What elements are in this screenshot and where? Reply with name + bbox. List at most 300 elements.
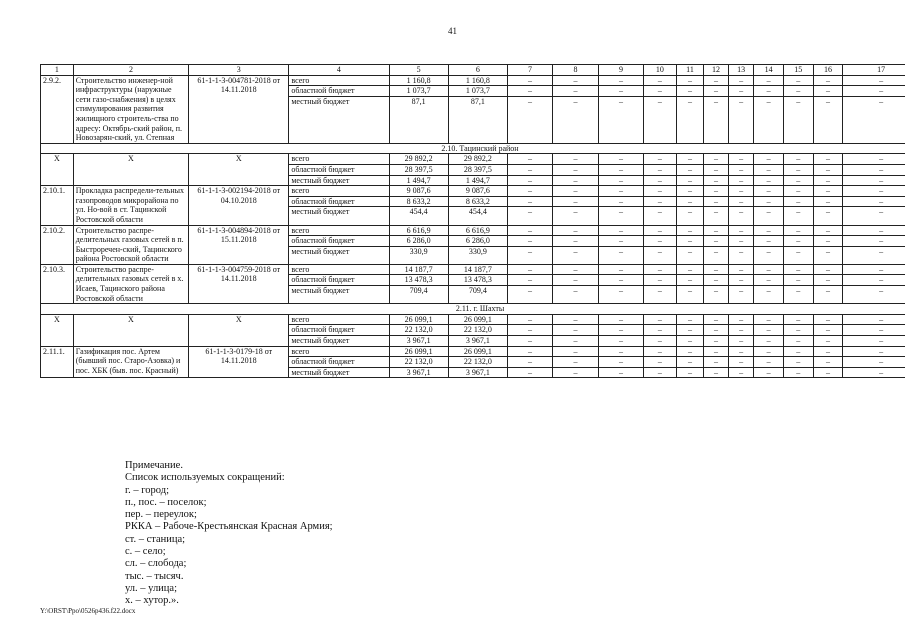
empty-value-cell — [643, 154, 676, 186]
dash: – — [784, 347, 813, 358]
dash: – — [825, 96, 830, 106]
dash: – — [687, 207, 692, 217]
empty-value-cell — [813, 186, 843, 225]
file-path: Y:\ORST\Ppo\0526p436.f22.docx — [40, 607, 136, 615]
value: 3 967,1 — [406, 336, 431, 346]
dash: – — [843, 154, 905, 165]
dash: – — [754, 86, 783, 97]
value: 29 892,2 — [390, 154, 448, 165]
dash-list — [679, 315, 702, 346]
table-row — [41, 264, 905, 303]
empty-value-cell — [643, 264, 676, 303]
table-row — [41, 75, 905, 143]
dash-list — [555, 265, 596, 296]
dash-list — [845, 315, 905, 346]
dash: – — [657, 336, 662, 346]
dash-list — [786, 226, 811, 257]
budget-type: местный бюджет — [291, 175, 350, 185]
empty-value-cell — [599, 264, 644, 303]
dash: – — [508, 226, 552, 237]
notes-block — [125, 460, 333, 608]
value-cell-v5 — [389, 346, 448, 378]
dash-list — [756, 186, 781, 217]
empty-value-cell — [508, 264, 553, 303]
budget-list — [291, 226, 386, 257]
dash: – — [553, 154, 598, 165]
empty-value-cell — [508, 186, 553, 225]
empty-value-cell — [783, 225, 813, 264]
registration-code: 61-1-1-3-004759-2018 от 14.11.2018 — [189, 264, 289, 303]
value: 6 286,0 — [449, 236, 507, 247]
dash: – — [729, 265, 754, 276]
dash-list — [555, 226, 596, 257]
dash: – — [879, 336, 884, 346]
dash: – — [528, 286, 533, 296]
value-cell-v5 — [389, 154, 448, 186]
value: 28 397,5 — [449, 165, 507, 176]
dash: – — [644, 236, 676, 247]
dash-list — [786, 347, 811, 378]
dash: – — [619, 246, 623, 256]
dash: – — [553, 275, 598, 286]
empty-value-cell — [676, 225, 704, 264]
dash-list — [510, 315, 550, 346]
value: 9 087,6 — [449, 186, 507, 197]
dash: – — [619, 175, 623, 185]
dash-list — [845, 186, 905, 217]
dash: – — [843, 315, 905, 326]
object-name: Прокладка распредели-тельных газопроводов микрорайона по ул. Но-вой в ст. Тацинской Ростовской области — [73, 186, 188, 225]
value: 14 187,7 — [390, 265, 448, 276]
budget-type: областной бюджет — [289, 236, 388, 247]
row-number: 2.10.3. — [41, 264, 74, 303]
dash-list — [706, 154, 726, 185]
dash: – — [657, 286, 662, 296]
value: 26 099,1 — [390, 315, 448, 326]
budget-type: местный бюджет — [291, 367, 350, 377]
empty-value-cell — [676, 154, 704, 186]
value: 330,9 — [468, 246, 487, 256]
dash: – — [766, 286, 771, 296]
empty-value-cell — [508, 154, 553, 186]
dash: – — [657, 367, 662, 377]
page-number: 41 — [448, 26, 457, 36]
value-list — [451, 76, 505, 107]
budget-type: всего — [289, 265, 388, 276]
empty-value-cell — [843, 75, 905, 143]
empty-value-cell — [813, 225, 843, 264]
empty-value-cell — [754, 75, 784, 143]
dash-list — [510, 76, 550, 107]
empty-value-cell — [728, 314, 754, 346]
dash: – — [825, 367, 830, 377]
dash-list — [731, 265, 752, 296]
value: 454,4 — [409, 207, 428, 217]
dash: – — [644, 265, 676, 276]
dash: – — [714, 367, 719, 377]
dash: – — [553, 325, 598, 336]
dash: – — [573, 175, 578, 185]
dash: – — [714, 246, 719, 256]
dash: – — [814, 165, 843, 176]
empty-value-cell — [783, 264, 813, 303]
dash: – — [784, 265, 813, 276]
section-title: 2.10. Тацинский район — [41, 143, 905, 154]
dash: – — [754, 265, 783, 276]
dash-list — [786, 315, 811, 346]
dash-list — [601, 315, 641, 346]
dash-list — [786, 76, 811, 107]
dash-list — [845, 154, 905, 185]
dash: – — [657, 207, 662, 217]
dash: – — [599, 197, 643, 208]
budget-list — [291, 265, 386, 296]
table-row — [41, 225, 905, 264]
empty-value-cell — [599, 154, 644, 186]
value-cell-v5 — [389, 264, 448, 303]
dash: – — [677, 197, 704, 208]
dash: – — [553, 315, 598, 326]
dash: – — [573, 246, 578, 256]
dash-list — [646, 265, 674, 296]
empty-value-cell — [704, 314, 729, 346]
budget-type: областной бюджет — [289, 86, 388, 97]
dash-list — [646, 154, 674, 185]
dash: – — [766, 96, 771, 106]
dash: – — [508, 165, 552, 176]
dash: – — [528, 246, 533, 256]
empty-value-cell — [813, 154, 843, 186]
dash-list — [510, 186, 550, 217]
budget-list — [291, 347, 386, 378]
dash: – — [814, 154, 843, 165]
row-number: X — [41, 154, 74, 186]
empty-value-cell — [676, 346, 704, 378]
header-cell: 13 — [728, 65, 754, 76]
dash-list — [601, 347, 641, 378]
dash: – — [825, 336, 830, 346]
empty-value-cell — [813, 75, 843, 143]
dash: – — [553, 226, 598, 237]
value: 13 478,3 — [449, 275, 507, 286]
empty-value-cell — [843, 225, 905, 264]
dash: – — [739, 207, 744, 217]
dash: – — [704, 236, 728, 247]
dash-list — [646, 347, 674, 378]
value: 1 494,7 — [406, 175, 431, 185]
dash: – — [754, 347, 783, 358]
dash-list — [816, 76, 841, 107]
value: 1 160,8 — [390, 76, 448, 87]
empty-value-cell — [676, 75, 704, 143]
dash: – — [528, 336, 533, 346]
row-number: 2.11.1. — [41, 346, 74, 378]
value: 6 616,9 — [449, 226, 507, 237]
dash: – — [729, 325, 754, 336]
dash: – — [508, 86, 552, 97]
dash-list — [679, 347, 702, 378]
dash: – — [729, 357, 754, 368]
dash: – — [784, 86, 813, 97]
empty-value-cell — [754, 225, 784, 264]
value: 14 187,7 — [449, 265, 507, 276]
empty-value-cell — [676, 264, 704, 303]
dash: – — [704, 86, 728, 97]
dash-list — [510, 347, 550, 378]
dash: – — [644, 165, 676, 176]
budget-type: местный бюджет — [291, 286, 350, 296]
value: 709,4 — [468, 286, 487, 296]
dash: – — [754, 186, 783, 197]
dash-list — [679, 186, 702, 217]
empty-value-cell — [508, 346, 553, 378]
value-list — [451, 186, 505, 217]
empty-value-cell — [728, 154, 754, 186]
dash-list — [816, 347, 841, 378]
dash: – — [677, 154, 704, 165]
value: 29 892,2 — [449, 154, 507, 165]
dash: – — [644, 226, 676, 237]
empty-value-cell — [813, 264, 843, 303]
header-cell: 4 — [289, 65, 389, 76]
empty-value-cell — [643, 225, 676, 264]
dash: – — [619, 336, 623, 346]
dash: – — [714, 207, 719, 217]
dash: – — [644, 315, 676, 326]
dash-list — [845, 226, 905, 257]
dash: – — [843, 226, 905, 237]
dash-list — [510, 154, 550, 185]
dash: – — [814, 265, 843, 276]
value-list — [392, 265, 446, 296]
dash: – — [644, 154, 676, 165]
dash: – — [729, 236, 754, 247]
empty-value-cell — [754, 154, 784, 186]
empty-value-cell — [728, 186, 754, 225]
value: 6 616,9 — [390, 226, 448, 237]
dash: – — [729, 197, 754, 208]
registration-code: 61-1-1-3-0179-18 от 14.11.2018 — [189, 346, 289, 378]
dash: – — [677, 275, 704, 286]
dash: – — [879, 367, 884, 377]
dash: – — [814, 226, 843, 237]
dash: – — [704, 347, 728, 358]
dash: – — [644, 275, 676, 286]
budget-list — [291, 154, 386, 185]
empty-value-cell — [704, 346, 729, 378]
dash: – — [754, 76, 783, 87]
dash: – — [814, 357, 843, 368]
value: 8 633,2 — [449, 197, 507, 208]
value-list — [392, 154, 446, 185]
value-cell-v6 — [448, 346, 507, 378]
dash: – — [508, 265, 552, 276]
dash: – — [843, 86, 905, 97]
empty-value-cell — [599, 314, 644, 346]
value-cell-v6 — [448, 264, 507, 303]
empty-value-cell — [599, 225, 644, 264]
budget-type: всего — [289, 186, 388, 197]
dash: – — [766, 367, 771, 377]
value: 8 633,2 — [390, 197, 448, 208]
note-line: х. – хутор.». — [125, 595, 179, 607]
dash: – — [814, 76, 843, 87]
dash: – — [754, 275, 783, 286]
registration-code: X — [189, 314, 289, 346]
header-row — [41, 65, 905, 76]
dash: – — [739, 367, 744, 377]
dash: – — [754, 165, 783, 176]
dash-list — [706, 315, 726, 346]
dash: – — [599, 357, 643, 368]
dash: – — [677, 265, 704, 276]
header-cell: 17 — [843, 65, 905, 76]
header-cell: 12 — [704, 65, 729, 76]
dash: – — [677, 76, 704, 87]
dash: – — [784, 226, 813, 237]
budget-types — [289, 186, 389, 225]
dash: – — [754, 325, 783, 336]
value-list — [392, 226, 446, 257]
table-row — [41, 346, 905, 378]
dash: – — [843, 325, 905, 336]
dash: – — [573, 286, 578, 296]
dash: – — [784, 76, 813, 87]
value: 87,1 — [411, 96, 426, 106]
dash: – — [784, 197, 813, 208]
dash-list — [816, 226, 841, 257]
dash: – — [766, 207, 771, 217]
dash: – — [814, 86, 843, 97]
dash-list — [510, 226, 550, 257]
dash: – — [528, 207, 533, 217]
budget-type: местный бюджет — [291, 207, 350, 217]
dash: – — [784, 325, 813, 336]
dash: – — [599, 265, 643, 276]
empty-value-cell — [676, 314, 704, 346]
dash: – — [657, 96, 662, 106]
empty-value-cell — [704, 154, 729, 186]
dash: – — [508, 186, 552, 197]
empty-value-cell — [599, 346, 644, 378]
dash: – — [754, 357, 783, 368]
note-line: п., пос. – поселок; — [125, 496, 207, 508]
dash-list — [679, 265, 702, 296]
empty-value-cell — [783, 186, 813, 225]
header-cell: 3 — [189, 65, 289, 76]
value-list — [392, 347, 446, 378]
empty-value-cell — [843, 264, 905, 303]
value-list — [392, 76, 446, 107]
dash-list — [731, 76, 752, 107]
dash: – — [729, 86, 754, 97]
note-line: г. – город; — [125, 484, 169, 496]
dash-list — [731, 186, 752, 217]
dash-list — [706, 226, 726, 257]
dash-list — [679, 226, 702, 257]
value-cell-v6 — [448, 186, 507, 225]
dash: – — [553, 265, 598, 276]
registration-code: 61-1-1-3-004894-2018 от 15.11.2018 — [189, 225, 289, 264]
empty-value-cell — [783, 75, 813, 143]
header-cell: 10 — [643, 65, 676, 76]
dash: – — [644, 357, 676, 368]
dash: – — [784, 186, 813, 197]
dash: – — [599, 347, 643, 358]
dash: – — [677, 226, 704, 237]
dash: – — [754, 226, 783, 237]
dash-list — [756, 315, 781, 346]
note-line: с. – село; — [125, 546, 166, 558]
header-cell: 8 — [553, 65, 599, 76]
dash: – — [766, 336, 771, 346]
dash: – — [729, 165, 754, 176]
dash: – — [814, 315, 843, 326]
dash: – — [553, 347, 598, 358]
dash-list — [555, 154, 596, 185]
dash: – — [843, 236, 905, 247]
dash: – — [553, 165, 598, 176]
dash: – — [754, 154, 783, 165]
value: 87,1 — [470, 96, 485, 106]
empty-value-cell — [754, 264, 784, 303]
dash-list — [731, 347, 752, 378]
dash: – — [784, 154, 813, 165]
dash-list — [601, 76, 641, 107]
dash: – — [729, 347, 754, 358]
dash: – — [644, 76, 676, 87]
header-cell: 6 — [448, 65, 507, 76]
dash: – — [739, 336, 744, 346]
dash: – — [677, 315, 704, 326]
dash: – — [704, 76, 728, 87]
value: 330,9 — [409, 246, 428, 256]
dash: – — [573, 207, 578, 217]
value: 1 494,7 — [465, 175, 490, 185]
header-cell: 1 — [41, 65, 74, 76]
dash: – — [796, 286, 801, 296]
note-line: Примечание. — [125, 460, 183, 471]
dash: – — [784, 315, 813, 326]
dash: – — [796, 336, 801, 346]
value: 26 099,1 — [449, 347, 507, 358]
dash-list — [816, 265, 841, 296]
value: 3 967,1 — [406, 367, 431, 377]
empty-value-cell — [643, 314, 676, 346]
dash: – — [704, 275, 728, 286]
dash: – — [766, 246, 771, 256]
value-cell-v6 — [448, 225, 507, 264]
budget-type: областной бюджет — [289, 325, 388, 336]
dash: – — [677, 186, 704, 197]
dash: – — [677, 347, 704, 358]
dash: – — [677, 325, 704, 336]
dash: – — [644, 186, 676, 197]
empty-value-cell — [643, 346, 676, 378]
dash: – — [528, 367, 533, 377]
dash: – — [573, 367, 578, 377]
dash: – — [814, 186, 843, 197]
value-list — [451, 347, 505, 378]
dash: – — [879, 207, 884, 217]
dash: – — [796, 367, 801, 377]
section-row — [41, 143, 905, 154]
value-list — [451, 315, 505, 346]
value: 9 087,6 — [390, 186, 448, 197]
dash: – — [657, 175, 662, 185]
row-number: 2.9.2. — [41, 75, 74, 143]
budget-table — [40, 64, 905, 378]
